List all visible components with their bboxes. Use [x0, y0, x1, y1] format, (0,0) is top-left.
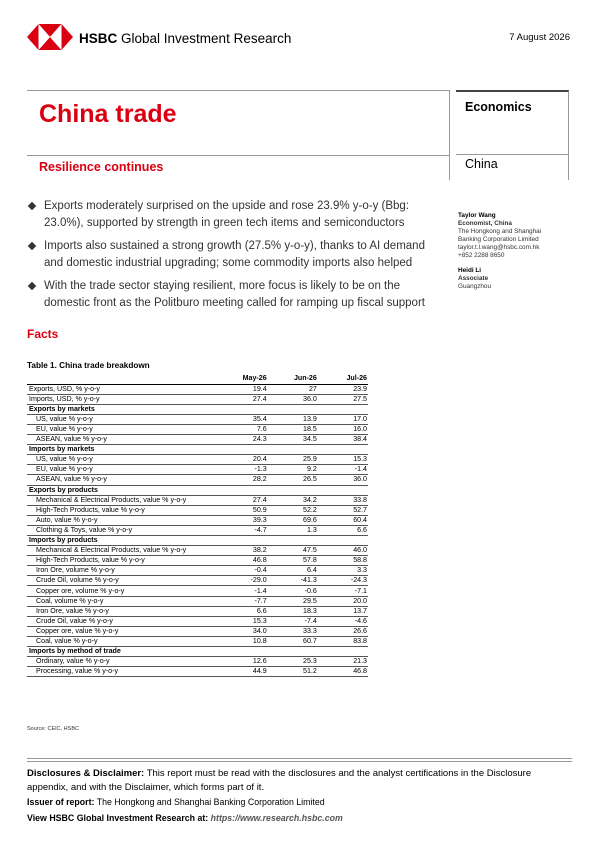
row-label: EU, value % y-o-y: [27, 424, 218, 434]
cell-value: 36.0: [318, 475, 368, 485]
cell-value: 50.9: [218, 505, 268, 515]
cell-value: 25.9: [268, 455, 318, 465]
table-title: Table 1. China trade breakdown: [27, 361, 150, 370]
cell-value: 46.8: [218, 556, 268, 566]
analyst-phone: +852 2288 8650: [458, 252, 505, 260]
section-label: Imports by products: [27, 536, 368, 546]
table-row: [27, 435, 368, 445]
cell-value: 27.4: [218, 495, 268, 505]
cell-value: 46.8: [318, 667, 368, 677]
row-label: Mechanical & Electrical Products, value % y-o-y: [27, 546, 218, 556]
key-point-text: Imports also sustained a strong growth (27.5% y-o-y), thanks to AI demand and domestic industrial upgrading; some commodity imports also helped: [44, 240, 425, 269]
table-row: [27, 495, 368, 505]
cell-value: -0.4: [218, 566, 268, 576]
row-label: Auto, value % y-o-y: [27, 515, 218, 525]
cell-value: -4.6: [318, 616, 368, 626]
column-header: May-26: [218, 374, 268, 384]
row-label: Mechanical & Electrical Products, value % y-o-y: [27, 495, 218, 505]
cell-value: 6.4: [268, 566, 318, 576]
row-label: Crude Oil, value % y-o-y: [27, 616, 218, 626]
cell-value: 44.9: [218, 667, 268, 677]
table-row: [27, 424, 368, 434]
cell-value: 6.6: [218, 606, 268, 616]
cell-value: 27.4: [218, 394, 268, 404]
research-url-link[interactable]: https://www.research.hsbc.com: [208, 813, 343, 823]
column-header: Jun-26: [268, 374, 318, 384]
cell-value: 25.3: [268, 657, 318, 667]
key-point-text: With the trade sector staying resilient, more focus is likely to be on the domestic front as the Politburo meeting called for ramping up fiscal support: [44, 280, 425, 309]
cell-value: 24.3: [218, 435, 268, 445]
cell-value: 9.2: [268, 465, 318, 475]
cell-value: 12.6: [218, 657, 268, 667]
cell-value: 39.3: [218, 515, 268, 525]
table-row: [27, 616, 368, 626]
row-label: US, value % y-o-y: [27, 414, 218, 424]
cell-value: 23.9: [318, 384, 368, 394]
table-body: [27, 384, 368, 677]
hsbc-hexagon-logo-icon: [27, 24, 73, 50]
cell-value: -4.7: [218, 525, 268, 535]
key-point: [27, 238, 447, 272]
cell-value: -7.4: [268, 616, 318, 626]
section-label: Imports by markets: [27, 445, 368, 455]
footer-divider: [27, 758, 572, 759]
cell-value: 57.8: [268, 556, 318, 566]
cell-value: 18.3: [268, 606, 318, 616]
analyst-company: The Hongkong and Shanghai: [458, 228, 542, 236]
country-panel: [456, 154, 569, 180]
cell-value: 19.4: [218, 384, 268, 394]
issuer-line: Issuer of report: The Hongkong and Shanghai Banking Corporation Limited: [27, 797, 325, 807]
row-label: High-Tech Products, value % y-o-y: [27, 556, 218, 566]
table-row: [27, 515, 368, 525]
table-row: [27, 475, 368, 485]
diamond-bullet-icon: [28, 282, 36, 290]
key-point: [27, 278, 447, 312]
cell-value: -29.0: [218, 576, 268, 586]
table-section-row: [27, 485, 368, 495]
cell-value: 52.2: [268, 505, 318, 515]
table-source: Source: CEIC, HSBC: [27, 726, 79, 732]
section-label: Exports by markets: [27, 404, 368, 414]
cell-value: 47.5: [268, 546, 318, 556]
table-section-row: [27, 647, 368, 657]
table-row: [27, 586, 368, 596]
table-section-row: [27, 536, 368, 546]
table-row: [27, 505, 368, 515]
table-row: [27, 576, 368, 586]
row-label: ASEAN, value % y-o-y: [27, 435, 218, 445]
category-panel: [456, 90, 569, 154]
table-row: [27, 384, 368, 394]
key-points: [27, 198, 447, 318]
table-row: [27, 596, 368, 606]
row-label: Iron Ore, volume % y-o-y: [27, 566, 218, 576]
cell-value: -24.3: [318, 576, 368, 586]
cell-value: 13.9: [268, 414, 318, 424]
row-label: Copper ore, value % y-o-y: [27, 626, 218, 636]
table-row: [27, 626, 368, 636]
cell-value: 33.3: [268, 626, 318, 636]
cell-value: 21.3: [318, 657, 368, 667]
table-row: [27, 556, 368, 566]
row-label: Crude Oil, volume % y-o-y: [27, 576, 218, 586]
table-row: [27, 465, 368, 475]
report-header: [27, 24, 572, 56]
cell-value: 27: [268, 384, 318, 394]
title-panel: [27, 90, 450, 180]
analyst-email[interactable]: taylor.t.l.wang@hsbc.com.hk: [458, 244, 540, 252]
cell-value: 10.8: [218, 636, 268, 646]
analyst-name: Heidi Li: [458, 266, 482, 274]
cell-value: 46.0: [318, 546, 368, 556]
cell-value: -1.3: [218, 465, 268, 475]
cell-value: 1.3: [268, 525, 318, 535]
cell-value: 69.6: [268, 515, 318, 525]
cell-value: -1.4: [318, 465, 368, 475]
table-row: [27, 667, 368, 677]
row-label: EU, value % y-o-y: [27, 465, 218, 475]
table-header-row: [27, 374, 368, 384]
cell-value: 60.4: [318, 515, 368, 525]
cell-value: 35.4: [218, 414, 268, 424]
row-label: Ordinary, value % y-o-y: [27, 657, 218, 667]
table-row: [27, 455, 368, 465]
cell-value: 36.0: [268, 394, 318, 404]
cell-value: 3.3: [318, 566, 368, 576]
row-label: Clothing & Toys, value % y-o-y: [27, 525, 218, 535]
report-category: Economics: [465, 100, 532, 114]
cell-value: 18.5: [268, 424, 318, 434]
cell-value: 83.8: [318, 636, 368, 646]
section-label: Exports by products: [27, 485, 368, 495]
cell-value: -0.6: [268, 586, 318, 596]
cell-value: 58.8: [318, 556, 368, 566]
row-label: Imports, USD, % y-o-y: [27, 394, 218, 404]
column-header: Jul-26: [318, 374, 368, 384]
diamond-bullet-icon: [28, 202, 36, 210]
title-divider: [27, 155, 450, 156]
cell-value: -1.4: [218, 586, 268, 596]
cell-value: -7.1: [318, 586, 368, 596]
cell-value: -41.3: [268, 576, 318, 586]
section-heading-facts: Facts: [27, 327, 59, 341]
cell-value: 20.4: [218, 455, 268, 465]
footer-divider: [27, 761, 572, 762]
analyst-location: Guangzhou: [458, 282, 492, 290]
cell-value: 13.7: [318, 606, 368, 616]
report-date: 7 August 2026: [509, 32, 570, 43]
analyst-role: Economist, China: [458, 220, 512, 228]
table-section-row: [27, 404, 368, 414]
table-row: [27, 546, 368, 556]
cell-value: 34.2: [268, 495, 318, 505]
analyst-role: Associate: [458, 274, 489, 282]
cell-value: 27.5: [318, 394, 368, 404]
cell-value: 51.2: [268, 667, 318, 677]
row-label: Processing, value % y-o-y: [27, 667, 218, 677]
table-row: [27, 394, 368, 404]
table-row: [27, 657, 368, 667]
cell-value: 15.3: [218, 616, 268, 626]
row-label: US, value % y-o-y: [27, 455, 218, 465]
row-label: Copper ore, volume % y-o-y: [27, 586, 218, 596]
research-link-line: View HSBC Global Investment Research at: https://www.research.hsbc.com: [27, 813, 343, 823]
diamond-bullet-icon: [28, 242, 36, 250]
table-row: [27, 414, 368, 424]
key-point-text: Exports moderately surprised on the upside and rose 23.9% y-o-y (Bbg: 23.0%), supported by strength in green tech items and semiconductors: [44, 200, 409, 229]
cell-value: 20.0: [318, 596, 368, 606]
cell-value: 60.7: [268, 636, 318, 646]
cell-value: 7.6: [218, 424, 268, 434]
report-subtitle: Resilience continues: [39, 160, 164, 174]
table-row: [27, 636, 368, 646]
row-label: Iron Ore, value % y-o-y: [27, 606, 218, 616]
analyst-name: Taylor Wang: [458, 212, 496, 219]
row-label: Exports, USD, % y-o-y: [27, 384, 218, 394]
cell-value: 52.7: [318, 505, 368, 515]
cell-value: 33.8: [318, 495, 368, 505]
table-row: [27, 566, 368, 576]
cell-value: 28.2: [218, 475, 268, 485]
report-title: China trade: [39, 100, 177, 128]
table-row: [27, 525, 368, 535]
cell-value: 6.6: [318, 525, 368, 535]
cell-value: 17.0: [318, 414, 368, 424]
report-country: China: [465, 157, 498, 171]
brand-name: HSBC Global Investment Research: [79, 31, 292, 46]
cell-value: 26.6: [318, 626, 368, 636]
cell-value: 26.5: [268, 475, 318, 485]
analyst-panel: [458, 212, 573, 291]
cell-value: 15.3: [318, 455, 368, 465]
cell-value: 38.4: [318, 435, 368, 445]
cell-value: 34.5: [268, 435, 318, 445]
cell-value: -7.7: [218, 596, 268, 606]
cell-value: 29.5: [268, 596, 318, 606]
section-label: Imports by method of trade: [27, 647, 368, 657]
key-point: [27, 198, 447, 232]
table-section-row: [27, 445, 368, 455]
row-label: High-Tech Products, value % y-o-y: [27, 505, 218, 515]
cell-value: 38.2: [218, 546, 268, 556]
cell-value: 34.0: [218, 626, 268, 636]
row-label: Coal, volume % y-o-y: [27, 596, 218, 606]
trade-breakdown-table: [27, 374, 368, 677]
disclaimer: Disclosures & Disclaimer: This report must be read with the disclosures and the analyst certifications in the Disclosure appendix, and with the Disclaimer, which forms part of it.: [27, 768, 532, 793]
row-label: Coal, value % y-o-y: [27, 636, 218, 646]
table-row: [27, 606, 368, 616]
cell-value: 16.0: [318, 424, 368, 434]
row-label: ASEAN, value % y-o-y: [27, 475, 218, 485]
analyst-company: Banking Corporation Limited: [458, 236, 539, 244]
